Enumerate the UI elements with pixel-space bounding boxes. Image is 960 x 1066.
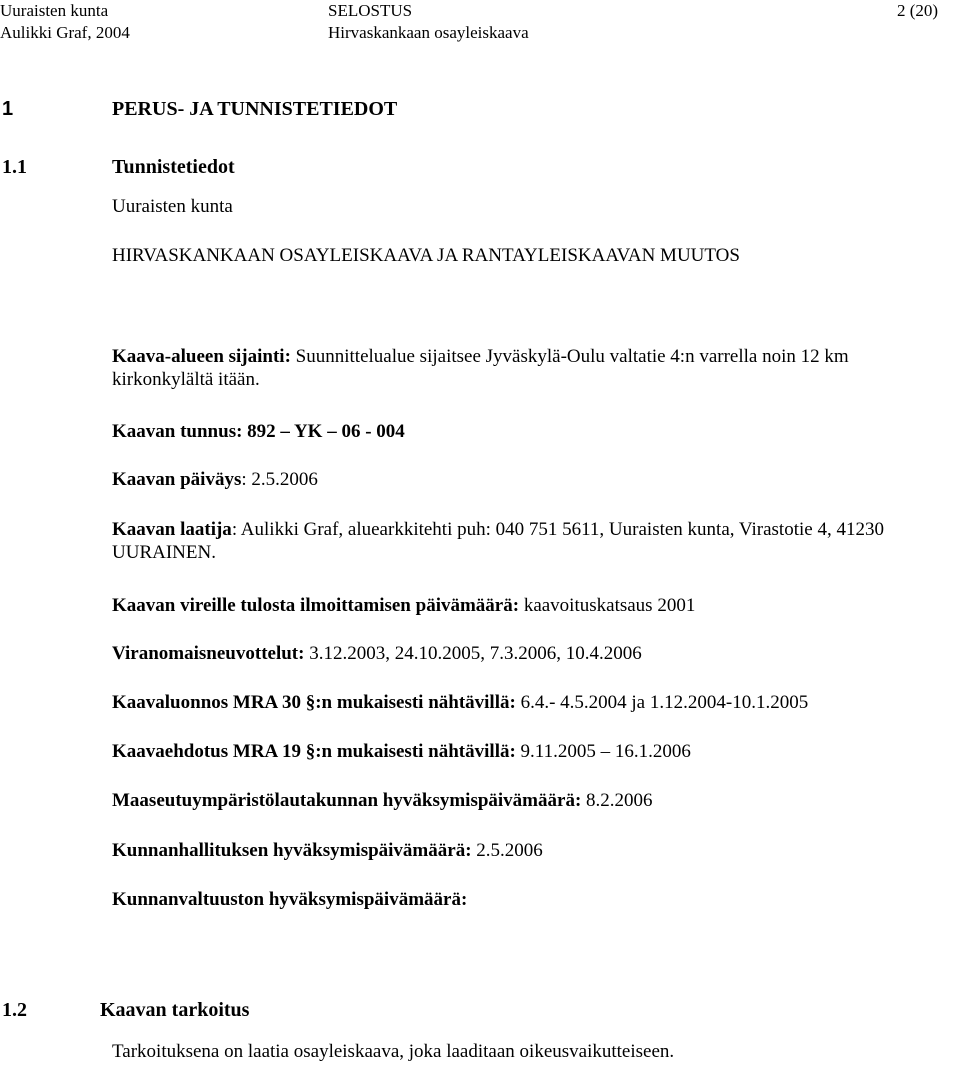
- header-doc-title: Hirvaskankaan osayleiskaava: [328, 23, 529, 42]
- municipal-board-approval: [112, 840, 543, 862]
- section-1-number: 1: [2, 98, 14, 120]
- header-doc-type: SELOSTUS: [328, 1, 413, 20]
- header-org: Uuraisten kunta: [0, 1, 109, 20]
- section-1-title: PERUS- JA TUNNISTETIEDOT: [112, 98, 398, 120]
- plan-name: HIRVASKANKAAN OSAYLEISKAAVA JA RANTAYLEISKAAVAN MUUTOS: [112, 245, 740, 266]
- author-label: Kaavan laatija: [112, 519, 232, 540]
- initiation-value: kaavoituskatsaus 2001: [519, 595, 696, 616]
- proposal-value: 9.11.2005 – 16.1.2006: [515, 741, 691, 762]
- proposal-label: Kaavaehdotus MRA 19 §:n mukaisesti nähtävillä:: [112, 741, 516, 762]
- initiation-label: Kaavan vireille tulosta ilmoittamisen päivämäärä:: [112, 595, 520, 616]
- plan-date: [112, 469, 318, 491]
- council-approval-label: Kunnanvaltuuston hyväksymispäivämäärä:: [112, 889, 468, 910]
- location-text: Suunnittelualue sijaitsee Jyväskylä-Oulu valtatie 4:n varrella noin 12 km kirkonkylältä itään.: [112, 346, 849, 390]
- plan-date-label: Kaavan päiväys: [112, 469, 242, 490]
- proposal-display: [112, 741, 691, 763]
- plan-id: Kaavan tunnus: 892 – YK – 06 - 004: [112, 421, 405, 442]
- section-1-1-title: Tunnistetiedot: [112, 156, 235, 178]
- section-1-2-title: Kaavan tarkoitus: [100, 999, 250, 1021]
- rural-board-label: Maaseutuympäristölautakunnan hyväksymispäivämäärä:: [112, 790, 582, 811]
- municipality-name: Uuraisten kunta: [112, 196, 233, 217]
- initiation-date: [112, 595, 695, 617]
- location-label: Kaava-alueen sijainti:: [112, 346, 291, 367]
- draft-value: 6.4.- 4.5.2004 ja 1.12.2004-10.1.2005: [515, 692, 809, 713]
- municipal-board-value: 2.5.2006: [471, 840, 543, 861]
- municipal-board-label: Kunnanhallituksen hyväksymispäivämäärä:: [112, 840, 472, 861]
- authority-meetings: [112, 643, 642, 665]
- author-paragraph: [112, 518, 952, 564]
- purpose-text: Tarkoituksena on laatia osayleiskaava, joka laaditaan oikeusvaikutteiseen.: [112, 1041, 675, 1062]
- rural-board-approval: [112, 790, 653, 812]
- draft-display: [112, 692, 808, 714]
- section-1-1-number: 1.1: [2, 156, 27, 178]
- section-1-2-number: 1.2: [2, 999, 27, 1021]
- draft-label: Kaavaluonnos MRA 30 §:n mukaisesti nähtävillä:: [112, 692, 516, 713]
- header-page-number: 2 (20): [897, 1, 939, 20]
- header-author-year: Aulikki Graf, 2004: [0, 23, 130, 42]
- rural-board-value: 8.2.2006: [581, 790, 653, 811]
- author-value: : Aulikki Graf, aluearkkitehti puh: 040 751 5611, Uuraisten kunta, Virastotie 4, 41230 UURAINEN.: [112, 519, 884, 563]
- authority-meetings-label: Viranomaisneuvottelut:: [112, 643, 305, 664]
- plan-date-value: : 2.5.2006: [241, 469, 318, 490]
- location-paragraph: [112, 345, 954, 391]
- authority-meetings-value: 3.12.2003, 24.10.2005, 7.3.2006, 10.4.2006: [304, 643, 642, 664]
